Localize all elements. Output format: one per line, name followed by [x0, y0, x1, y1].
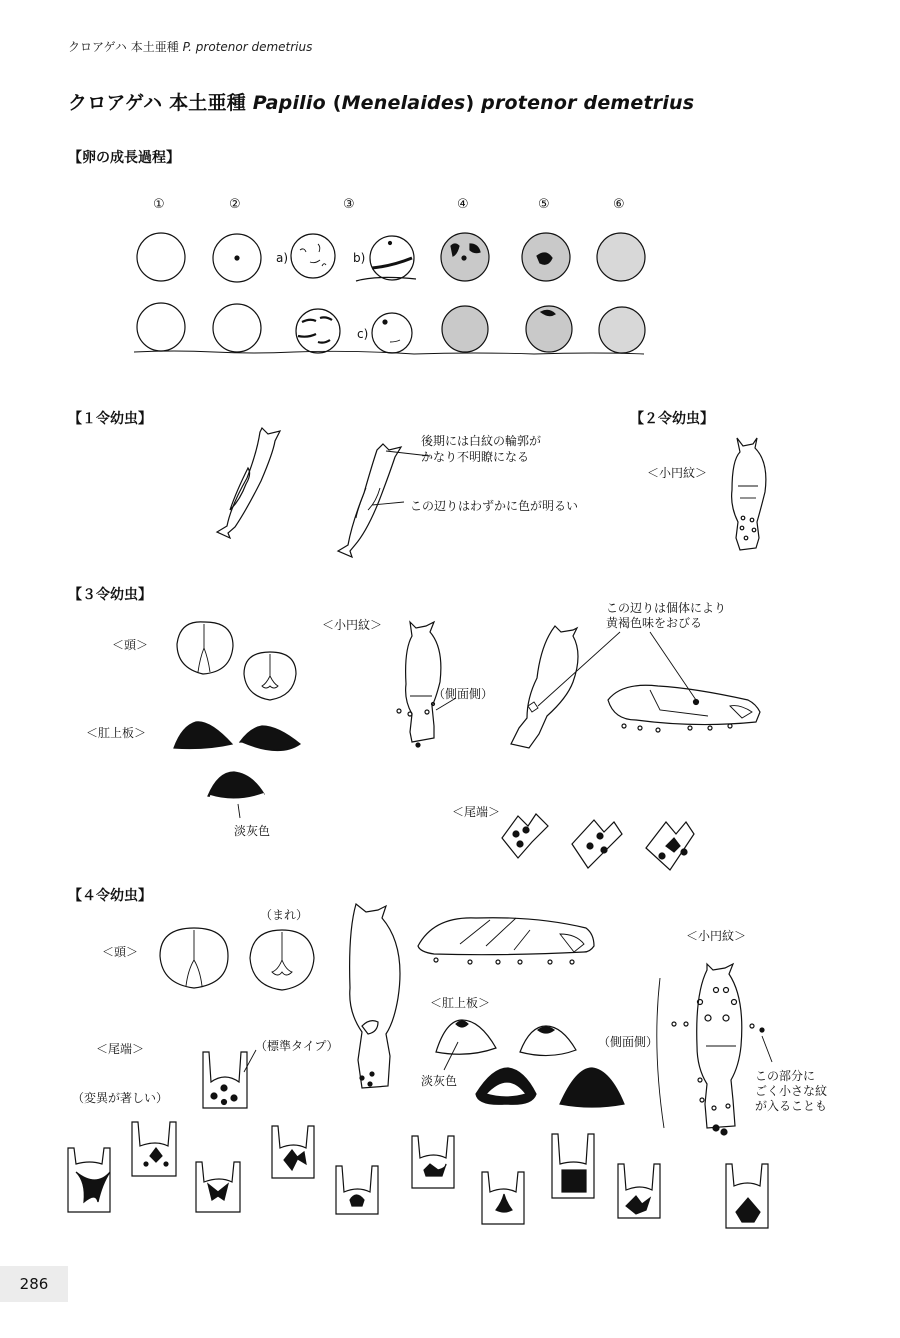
instar1-larva-late [338, 444, 430, 557]
title-genus: Papilio [252, 92, 326, 114]
title-subgenus: Menelaides [341, 92, 466, 114]
instar4-tail-variant-6 [412, 1136, 454, 1188]
instar4-tail-variant-8 [552, 1134, 594, 1198]
instar3-tail-3 [646, 822, 694, 870]
egg-variant-c: c) [357, 327, 369, 341]
instar3-tail-label: ＜尾端＞ [452, 805, 501, 819]
egg-stage-1-bottom [137, 303, 185, 351]
instar4-variable-label: （変異が著しい） [72, 1091, 169, 1105]
egg-stage-2-bottom [213, 304, 261, 352]
instar3-lateral-label: （側面側） [433, 687, 494, 701]
egg-variant-b: b) [353, 251, 366, 265]
instar3-head-2 [244, 652, 296, 700]
instar4-head-1 [160, 928, 228, 988]
instar4-anal-plate-label: ＜肛上板＞ [430, 996, 491, 1010]
egg-variant-c-bottom [372, 313, 412, 353]
instar4-larva-dorsal [350, 904, 400, 1088]
instar4-note-1: この部分に [755, 1069, 816, 1083]
egg-stage-6: ⑥ [613, 197, 625, 212]
title-species: protenor demetrius [481, 92, 695, 114]
instar3-head-label: ＜頭＞ [112, 638, 149, 652]
egg-variant-a: a) [276, 251, 289, 265]
instar3-anal-plate-2 [240, 726, 300, 751]
page-number: 286 [0, 1266, 68, 1302]
egg-stage-5: ⑤ [538, 197, 550, 212]
instar4-tail-variant-3 [196, 1162, 240, 1212]
instar1-note-2: かなり不明瞭になる [421, 450, 530, 464]
section-instar4: 【４令幼虫】 [68, 888, 152, 904]
egg-stage-4-top [441, 233, 489, 281]
egg-variant-a-bottom [296, 309, 340, 353]
instar4-anal-plate-2 [520, 1026, 576, 1056]
instar1-note-3: この辺りはわずかに色が明るい [410, 499, 579, 513]
instar3-larva-lateral-view [608, 632, 760, 732]
egg-stage-1: ① [153, 197, 165, 212]
egg-stage-4-bottom [442, 306, 488, 352]
section-instar2: 【２令幼虫】 [630, 411, 714, 427]
instar4-tail-variant-10 [726, 1164, 768, 1228]
instar3-note-1: この辺りは個体により [606, 601, 727, 615]
instar3-note-2: 黄褐色味をおびる [606, 616, 703, 630]
instar4-anal-plate-1 [436, 1020, 496, 1070]
page-title: クロアゲハ 本土亜種 Papilio (Menelaides) protenor demetrius [68, 92, 695, 114]
running-title-sci: P. protenor demetrius [182, 40, 313, 54]
instar4-larva-lateral-view [418, 918, 594, 964]
instar4-larva-right [657, 964, 772, 1135]
egg-stage-3: ③ [343, 197, 355, 212]
instar4-anal-plate-3 [476, 1068, 536, 1104]
section-egg: 【卵の成長過程】 [68, 150, 180, 166]
egg-stage-6-bottom [599, 307, 645, 353]
instar4-tail-variant-5 [336, 1166, 378, 1214]
egg-stage-5-bottom [526, 306, 572, 352]
instar4-tail-standard [203, 1050, 256, 1108]
instar3-anal-plate-1 [174, 722, 232, 749]
instar4-small-spots-label: ＜小円紋＞ [686, 929, 747, 943]
instar4-tail-variant-9 [618, 1164, 660, 1218]
instar1-larva-early [217, 428, 280, 538]
egg-stage-1-top [137, 233, 185, 281]
instar3-larva-side [511, 626, 620, 748]
title-jp: クロアゲハ 本土亜種 [68, 92, 246, 114]
instar2-larva [732, 438, 766, 550]
instar3-small-spots-label: ＜小円紋＞ [322, 618, 383, 632]
section-instar3: 【３令幼虫】 [68, 587, 152, 603]
instar4-rare-label: （まれ） [260, 908, 309, 922]
running-title-jp: クロアゲハ 本土亜種 [68, 40, 179, 54]
instar3-anal-plate-3 [208, 772, 264, 818]
egg-stage-6-top [597, 233, 645, 281]
instar3-tail-2 [572, 820, 622, 868]
egg-stage-5-top [522, 233, 570, 281]
instar2-small-spots-label: ＜小円紋＞ [647, 466, 708, 480]
egg-stage-2-top [213, 234, 261, 282]
instar3-anal-plate-label: ＜肛上板＞ [86, 726, 147, 740]
instar3-tail-1 [502, 814, 548, 858]
egg-variant-b-top [356, 236, 416, 281]
egg-stage-4: ④ [457, 197, 469, 212]
instar3-head-1 [177, 622, 233, 674]
section-instar1: 【１令幼虫】 [68, 411, 152, 427]
instar4-note-2: ごく小さな紋 [755, 1084, 828, 1098]
instar4-standard-type-label: （標準タイプ） [255, 1039, 339, 1053]
instar4-head-2 [250, 930, 314, 990]
instar4-tail-variant-4 [272, 1126, 314, 1178]
instar3-larva-dorsal [397, 622, 456, 747]
egg-stage-2: ② [229, 197, 241, 212]
instar4-lateral-label: （側面側） [598, 1035, 659, 1049]
instar4-anal-plate-4 [560, 1068, 624, 1107]
instar4-note-3: が入ることも [755, 1099, 828, 1113]
instar4-tail-label: ＜尾端＞ [96, 1042, 145, 1056]
instar1-note-1: 後期には白紋の輪郭が [421, 434, 542, 448]
instar4-pale-grey-label: 淡灰色 [421, 1074, 458, 1088]
instar3-pale-grey-label: 淡灰色 [234, 824, 271, 838]
instar4-tail-variant-1 [68, 1148, 110, 1212]
instar4-head-label: ＜頭＞ [102, 945, 139, 959]
egg-variant-a-top [291, 234, 335, 278]
instar4-tail-variant-2 [132, 1122, 176, 1176]
instar4-tail-variant-7 [482, 1172, 524, 1224]
